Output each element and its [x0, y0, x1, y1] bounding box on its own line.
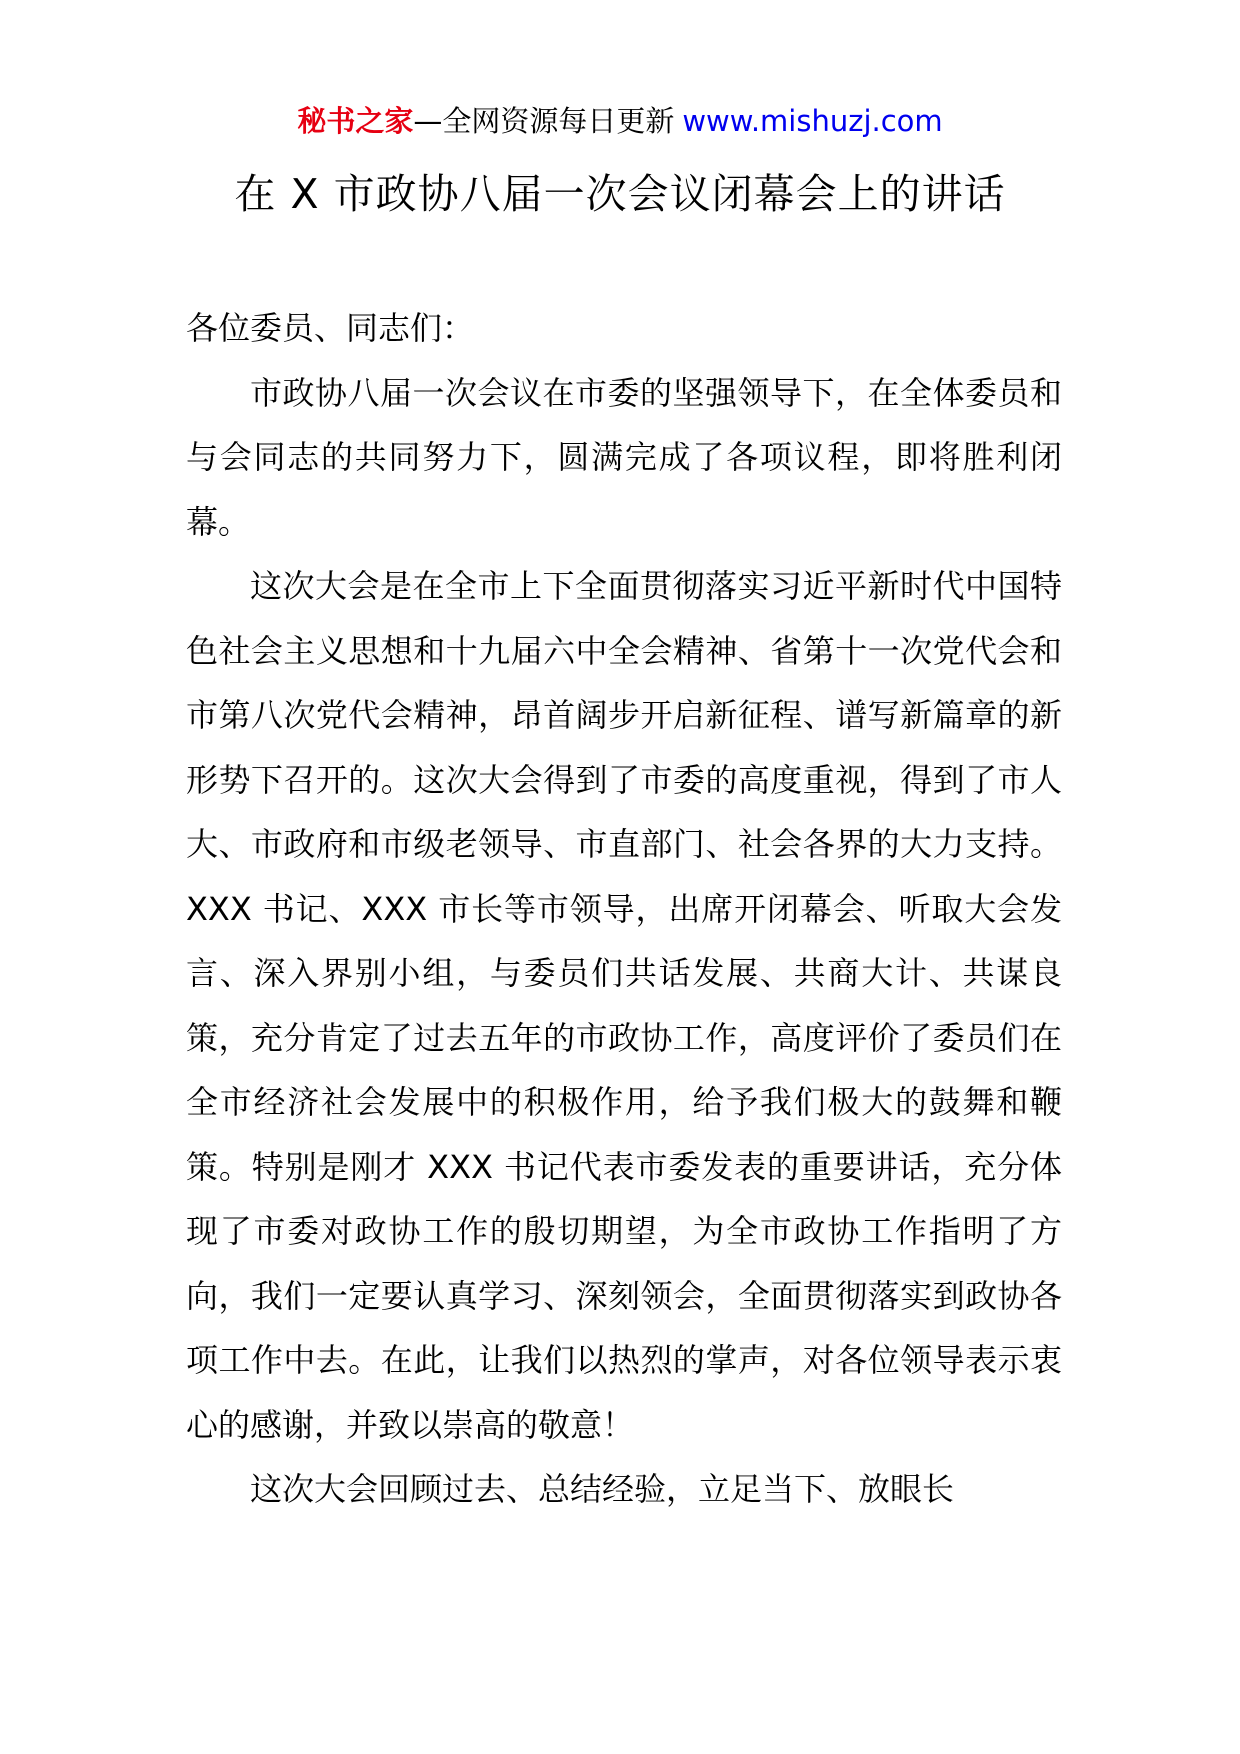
- paragraph: 市政协八届一次会议在市委的坚强领导下，在全体委员和与会同志的共同努力下，圆满完成了各项议程，即将胜利闭幕。: [186, 373, 1062, 541]
- brand-name: 秘书之家: [297, 104, 414, 138]
- site-link[interactable]: www.mishuzj.com: [682, 104, 943, 138]
- site-header: [0, 101, 1240, 141]
- paragraph: 这次大会是在全市上下全面贯彻落实习近平新时代中国特色社会主义思想和十九届六中全会精神、省第十一次党代会和市第八次党代会精神，昂首阔步开启新征程、谱写新篇章的新形势下召开的。这次大会得到了市委的高度重视，得到了市人大、市政府和市级老领导、市直部门、社会各界的大力支持。XXX 书记、XXX 市长等市领导，出席开闭幕会、听取大会发言、深入界别小组，与委员们共话发展、共商大计、共谋良策，充分肯定了过去五年的市政协工作，高度评价了委员们在全市经济社会发展中的积极作用，给予我们极大的鼓舞和鞭策。特别是刚才 XXX 书记代表市委发表的重要讲话，充分体现了市委对政协工作的殷切期望，为全市政协工作指明了方向，我们一定要认真学习、深刻领会，全面贯彻落实到政协各项工作中去。在此，让我们以热烈的掌声，对各位领导表示衷心的感谢，并致以崇高的敬意！: [186, 567, 1062, 1444]
- paragraph: 这次大会回顾过去、总结经验，立足当下、放眼长: [250, 1470, 955, 1508]
- document-title: 在 X 市政协八届一次会议闭幕会上的讲话: [234, 170, 1006, 218]
- document-body: [186, 296, 1062, 1522]
- header-tagline: —全网资源每日更新: [413, 104, 675, 138]
- salutation: 各位委员、同志们：: [186, 309, 475, 347]
